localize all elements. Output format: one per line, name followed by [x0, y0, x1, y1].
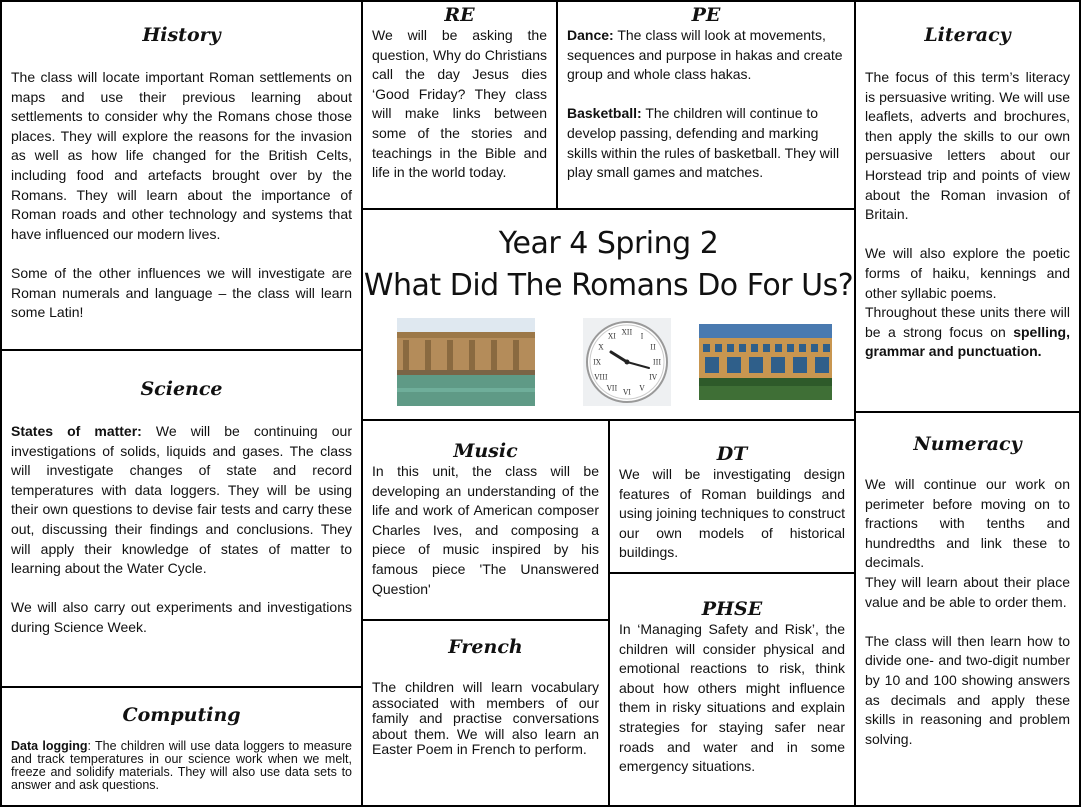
numeracy-paragraph-1: We will continue our work on perimeter before moving on to fractions with tenths and hundredths and link these to decimals. [865, 476, 1070, 571]
computing-paragraph [11, 740, 352, 792]
re-paragraph: We will be asking the question, Why do Christians call the day Jesus dies ‘Good Friday? They class will make links between some of the stories and teachings in the Bible and life in the world today. [372, 27, 547, 181]
literacy-paragraph-3-text: Throughout these units there will be a strong focus on [865, 304, 1070, 340]
pe-panel [556, 0, 856, 210]
dt-panel [608, 419, 856, 574]
numeracy-panel [854, 411, 1081, 807]
computing-panel [0, 686, 363, 807]
phse-panel [608, 572, 856, 807]
science-panel [0, 349, 363, 688]
history-paragraph-2: Some of the other influences we will investigate are Roman numerals and language – the class will learn some Latin! [11, 264, 352, 321]
literacy-paragraph-3 [865, 303, 1070, 362]
science-paragraph-2: We will also carry out experiments and investigations during Science Week. [11, 599, 352, 635]
clock-numeral: III [652, 358, 662, 367]
literacy-title: Literacy [924, 24, 1011, 46]
roman-numeral-clock-image [583, 318, 671, 406]
clock-numeral: VIII [594, 373, 608, 382]
aqueduct-image [699, 324, 832, 400]
re-panel [361, 0, 558, 210]
dt-title: DT [716, 443, 748, 465]
clock-numeral: I [640, 332, 644, 341]
clock-numeral: II [650, 343, 656, 352]
music-panel [361, 419, 610, 621]
music-title: Music [453, 440, 518, 462]
centre-title-line-1: Year 4 Spring 2 [498, 226, 719, 261]
centre-title-line-2: What Did The Romans Do For Us? [363, 268, 854, 303]
computing-title: Computing [122, 704, 241, 726]
phse-title: PHSE [701, 598, 763, 620]
history-title: History [142, 24, 221, 46]
literacy-panel [854, 0, 1081, 413]
french-panel [361, 619, 610, 807]
computing-label: Data logging [11, 739, 88, 753]
clock-numeral: X [598, 343, 604, 352]
pe-title: PE [691, 4, 721, 26]
clock-numeral: VI [623, 388, 631, 397]
music-paragraph: In this unit, the class will be developing an understanding of the life and work of American composer Charles Ives, and composing a piece of music inspired by his famous piece 'The Unanswered Question' [372, 463, 599, 597]
literacy-paragraph-1: The focus of this term’s literacy is persuasive writing. We will use leaflets, adverts and brochures, then apply the skills to our own persuasive letters about our Horstead trip and points of view about the Roman invasion of Britain. [865, 69, 1070, 223]
numeracy-title: Numeracy [913, 433, 1022, 455]
clock-numeral: IV [649, 373, 657, 382]
pe-basketball [567, 104, 845, 182]
pe-basketball-text: The children will continue to develop passing, defending and marking skills within the rules of basketball. They will play small games and matches. [567, 105, 840, 181]
computing-paragraph-text: : The children will use data loggers to measure and track temperatures in our science work when we melt, freeze and solidify materials. They will also use data sets to answer and ask questions. [11, 739, 352, 792]
pe-dance [567, 26, 845, 85]
roman-baths-image [397, 318, 535, 406]
science-title: Science [140, 378, 223, 400]
centre-panel [361, 208, 856, 421]
history-panel [0, 0, 363, 351]
french-paragraph: The children will learn vocabulary associated with members of our family and practise conversations about them. We will also learn an Easter Poem in French to perform. [372, 679, 599, 757]
literacy-paragraph-3-bold: spelling, grammar and punctuation. [865, 323, 1070, 360]
science-paragraph-1-text: We will be continuing our investigations of solids, liquids and gases. The class will investigate changes of state and record temperatures with data loggers. They will be using their own questions to devise fair tests and carry these out, discussing their findings and conclusions. They will apply their knowledge of states of matter to learning about the Water Cycle. [11, 423, 352, 577]
literacy-paragraph-2: We will also explore the poetic forms of haiku, kennings and other syllabic poems. [865, 245, 1070, 301]
re-title: RE [444, 4, 475, 26]
clock-numeral: VII [606, 384, 618, 393]
french-title: French [448, 636, 523, 658]
pe-basketball-label: Basketball: [567, 105, 642, 122]
pe-dance-text: The class will look at movements, sequences and purpose in hakas and create group and whole class hakas. [567, 27, 843, 83]
science-paragraph-1 [11, 422, 352, 579]
dt-paragraph: We will be investigating design features of Roman buildings and using joining techniques to construct our own models of historical buildings. [619, 466, 845, 561]
history-paragraph-1: The class will locate important Roman settlements on maps and use their previous learning about settlements to consider why the Romans chose those places. They will explore the reasons for the invasion as well as how life changed for the British Celts, including food and artefacts brought over by the Romans. They will learn about the importance of Roman roads and other technology and systems that have influenced our modern lives. [11, 69, 352, 242]
pe-dance-label: Dance: [567, 27, 614, 43]
science-label: States of matter: [11, 423, 142, 439]
clock-numeral: V [639, 384, 645, 393]
phse-paragraph: In ‘Managing Safety and Risk’, the children will consider physical and emotional reactions to risk, think about how others might influence them in risky situations and explain strategies for staying safer near roads and water and in some emergency situations. [619, 621, 845, 775]
numeracy-paragraph-2: They will learn about their place value and be able to order them. [865, 573, 1070, 610]
clock-numeral: IX [593, 358, 601, 367]
clock-numeral: XII [621, 328, 633, 337]
clock-numeral: XI [608, 332, 616, 341]
numeracy-paragraph-3: The class will then learn how to divide one- and two-digit number by 10 and 100 showing answers as decimals and apply these skills in reasoning and problem solving. [865, 632, 1070, 747]
